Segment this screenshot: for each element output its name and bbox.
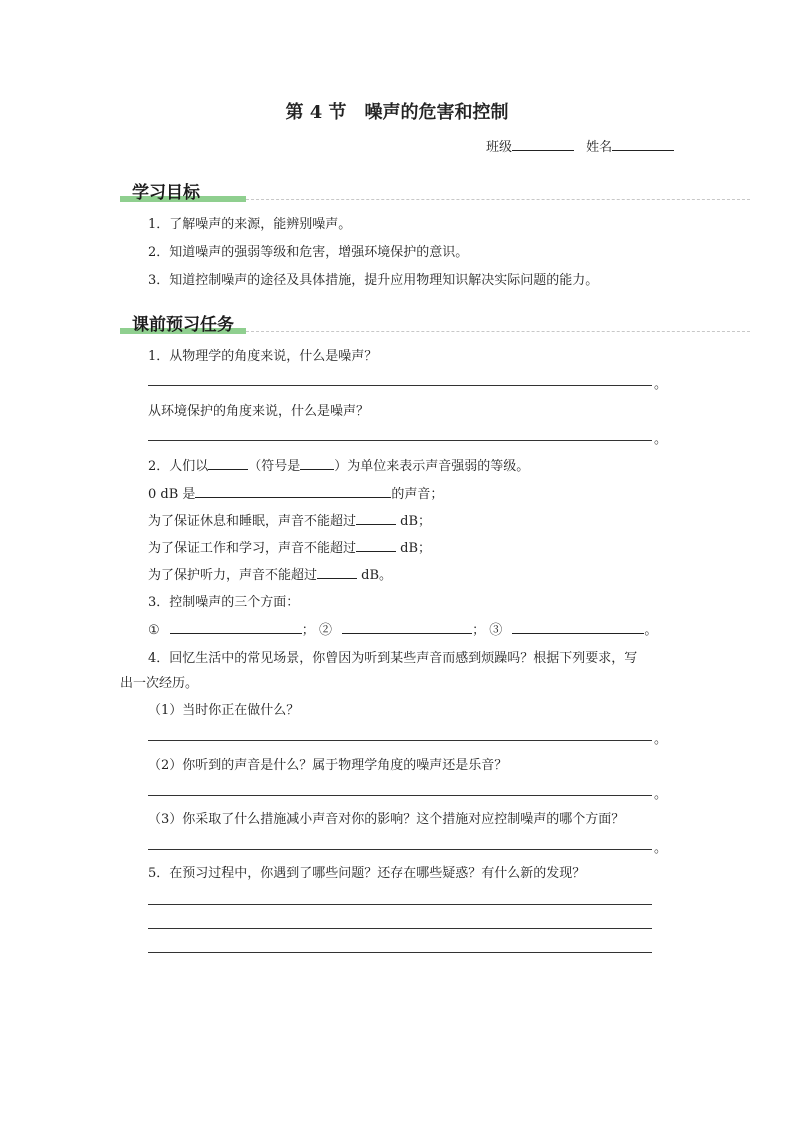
preview-section-header: [120, 310, 640, 336]
answer-line[interactable]: [148, 440, 652, 441]
db-unit: dB；: [400, 541, 432, 556]
answer-period: 。: [654, 732, 668, 747]
question-2: [148, 455, 529, 474]
hearing-db-line: [148, 564, 392, 583]
question-2-part: ）为单位来表示声音强弱的等级。: [334, 459, 530, 474]
answer-line[interactable]: [148, 849, 652, 850]
answer-line[interactable]: [148, 385, 652, 386]
class-label: 班级: [486, 140, 513, 155]
answer-line[interactable]: [148, 928, 652, 929]
work-db-line: [148, 537, 431, 556]
question-3: 3．控制噪声的三个方面：: [148, 595, 300, 610]
aspect-3-field[interactable]: [512, 619, 644, 634]
answer-line[interactable]: [148, 740, 652, 741]
zero-db-suffix: 的声音；: [391, 487, 444, 502]
question-2-part: 2．人们以: [148, 459, 209, 474]
goal-item: 3．知道控制噪声的途径及具体措施，提升应用物理知识解决实际问题的能力。: [148, 273, 599, 288]
goal-item: 1．了解噪声的来源，能辨别噪声。: [148, 217, 352, 232]
goals-heading-dashline: [246, 199, 750, 200]
rest-db-field[interactable]: [356, 510, 396, 525]
question-2-part: （符号是: [248, 459, 301, 474]
aspect-1-field[interactable]: [170, 619, 302, 634]
rest-db-line: [148, 510, 431, 529]
work-db-field[interactable]: [356, 537, 396, 552]
class-name-line: [486, 136, 674, 155]
answer-line[interactable]: [148, 904, 652, 905]
rest-db-label: 为了保证休息和睡眠，声音不能超过: [148, 514, 357, 529]
separator: ；: [472, 623, 486, 638]
answer-line[interactable]: [148, 952, 652, 953]
question-4-3: （3）你采取了什么措施减小声音对你的影响？这个措施对应控制噪声的哪个方面？: [148, 812, 625, 827]
answer-period: 。: [654, 432, 668, 447]
zero-db-label: 0 dB 是: [148, 487, 196, 502]
marker-3: ③: [489, 623, 503, 638]
marker-1: ①: [148, 623, 160, 638]
unit-field[interactable]: [208, 455, 248, 470]
goal-item: 2．知道噪声的强弱等级和危害，增强环境保护的意识。: [148, 245, 469, 260]
db-unit: dB。: [361, 568, 393, 583]
answer-line[interactable]: [148, 795, 652, 796]
end-period: 。: [644, 623, 658, 638]
symbol-field[interactable]: [300, 455, 334, 470]
hearing-db-field[interactable]: [317, 564, 357, 579]
marker-2: ②: [318, 623, 332, 638]
preview-heading-dashline: [246, 331, 750, 332]
answer-period: 。: [654, 841, 668, 856]
question-5: 5．在预习过程中，你遇到了哪些问题？还存在哪些疑惑？有什么新的发现？: [148, 866, 586, 881]
separator: ；: [301, 623, 315, 638]
page-title: 第 4 节 噪声的危害和控制: [285, 102, 509, 123]
control-aspects-line: [148, 619, 657, 638]
hearing-db-label: 为了保护听力，声音不能超过: [148, 568, 318, 583]
question-1b: 从环境保护的角度来说，什么是噪声？: [148, 404, 370, 419]
zero-db-line: [148, 483, 443, 502]
preview-heading: 课前预习任务: [132, 315, 234, 335]
goals-section-header: [120, 178, 640, 204]
question-4: 4．回忆生活中的常见场景，你曾因为听到某些声音而感到烦躁吗？根据下列要求，写: [148, 651, 638, 666]
answer-period: 。: [654, 787, 668, 802]
work-db-label: 为了保证工作和学习，声音不能超过: [148, 541, 357, 556]
question-4-2: （2）你听到的声音是什么？属于物理学角度的噪声还是乐音？: [148, 758, 508, 773]
name-label: 姓名: [586, 140, 613, 155]
class-field[interactable]: [512, 136, 574, 151]
question-4-1: （1）当时你正在做什么？: [148, 703, 300, 718]
db-unit: dB；: [400, 514, 432, 529]
answer-period: 。: [654, 377, 668, 392]
aspect-2-field[interactable]: [342, 619, 472, 634]
zero-db-field[interactable]: [195, 483, 391, 498]
name-field[interactable]: [612, 136, 674, 151]
goals-heading: 学习目标: [132, 183, 200, 203]
question-4-cont: 出一次经历。: [120, 676, 199, 691]
question-1: 1．从物理学的角度来说，什么是噪声？: [148, 349, 378, 364]
